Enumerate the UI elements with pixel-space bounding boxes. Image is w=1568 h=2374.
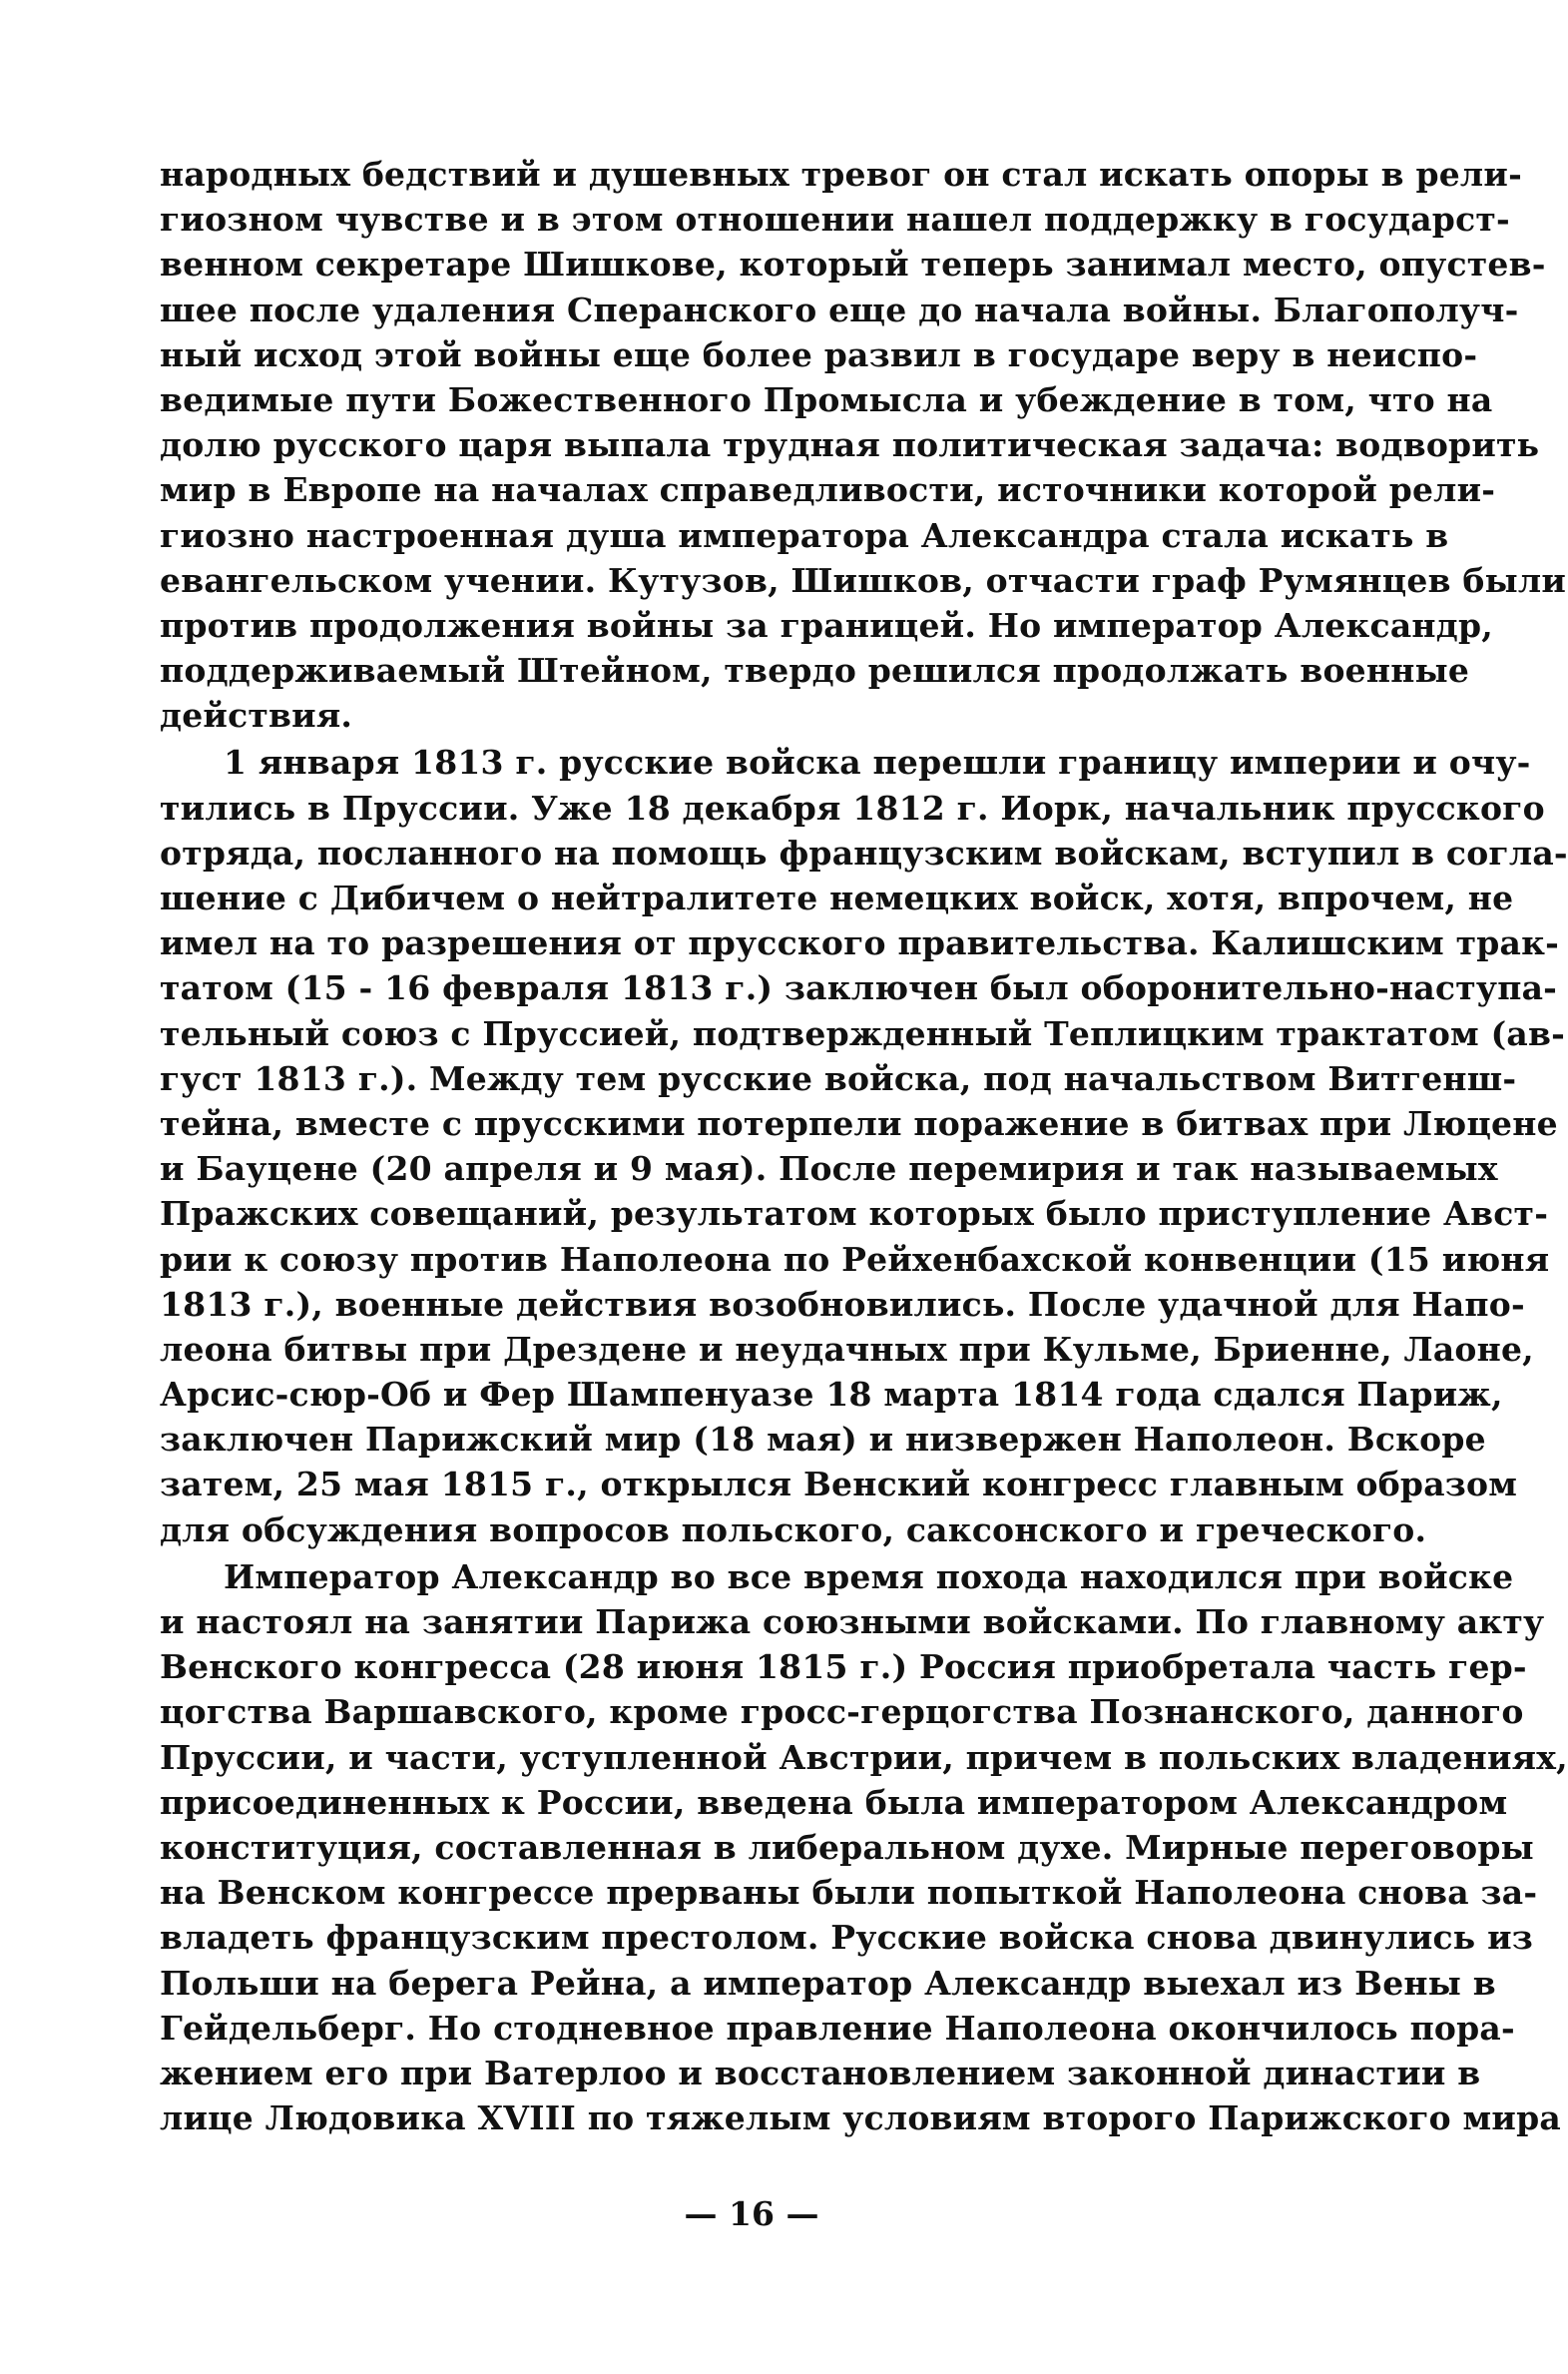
text-line: лице Людовика XVIII по тяжелым условиям второго Парижского мира (160, 2098, 1561, 2138)
text-line: и Бауцене (20 апреля и 9 мая). После перемирия и так называемых (160, 1149, 1498, 1189)
text-line: татом (15 - 16 февраля 1813 г.) заключен был оборонительно-наступа- (160, 968, 1558, 1008)
text-line: жением его при Ватерлоо и восстановлением законной династии в (160, 2053, 1481, 2092)
text-line: шее после удаления Сперанского еще до начала войны. Благополуч- (160, 290, 1519, 329)
paragraph-1 (160, 152, 1567, 738)
text-line: против продолжения войны за границей. Но император Александр, (160, 605, 1493, 645)
text-line: долю русского царя выпала трудная политическая задача: водворить (160, 425, 1540, 465)
text-line: Император Александр во все время похода находился при войске (224, 1556, 1514, 1596)
text-line: и настоял на занятии Парижа союзными войсками. По главному акту (160, 1602, 1545, 1641)
text-line: 1 января 1813 г. русские войска перешли границу империи и очу- (224, 743, 1531, 783)
text-line: 1813 г.), военные действия возобновились. После удачной для Напо- (160, 1284, 1525, 1324)
text-line: венном секретаре Шишкове, который теперь занимал место, опустев- (160, 245, 1546, 285)
text-line: густ 1813 г.). Между тем русские войска, под начальством Витгенш- (160, 1058, 1517, 1098)
text-line: на Венском конгрессе прерваны были попыткой Наполеона снова за- (160, 1873, 1538, 1913)
text-line: леона битвы при Дрездене и неудачных при Кульме, Бриенне, Лаоне, (160, 1329, 1534, 1369)
text-line: Венского конгресса (28 июня 1815 г.) Россия приобретала часть гер- (160, 1647, 1527, 1687)
body-text (160, 152, 1568, 2140)
text-line: имел на то разрешения от прусского правительства. Калишским трак- (160, 923, 1560, 963)
text-line: владеть французским престолом. Русские войска снова двинулись из (160, 1918, 1534, 1958)
text-line: присоединенных к России, введена была императором Александром (160, 1782, 1508, 1822)
text-line: Пруссии, и части, уступленной Австрии, причем в польских владениях, (160, 1737, 1568, 1777)
text-line: тились в Пруссии. Уже 18 декабря 1812 г. Иорк, начальник прусского (160, 788, 1545, 828)
text-line: гиозно настроенная душа императора Александра стала искать в (160, 515, 1449, 555)
text-line: конституция, составленная в либеральном духе. Мирные переговоры (160, 1827, 1534, 1867)
text-line: Польши на берега Рейна, а император Александр выехал из Вены в (160, 1963, 1496, 2003)
text-line: затем, 25 мая 1815 г., открылся Венский конгресс главным образом (160, 1465, 1518, 1504)
text-line: Гейдельберг. Но стодневное правление Наполеона окончилось пора- (160, 2008, 1515, 2048)
text-line: гиозном чувстве и в этом отношении нашел поддержку в государст- (160, 200, 1510, 240)
text-line: для обсуждения вопросов польского, саксонского и греческого. (160, 1509, 1427, 1549)
text-line: тейна, вместе с прусскими потерпели поражение в битвах при Люцене (160, 1103, 1558, 1143)
text-line: евангельском учении. Кутузов, Шишков, отчасти граф Румянцев были (160, 560, 1567, 600)
paragraph-3 (160, 1554, 1568, 2140)
paragraph-2 (160, 740, 1568, 1551)
text-line: отряда, посланного на помощь французским войскам, вступил в согла- (160, 833, 1568, 873)
text-line: мир в Европе на началах справедливости, источники которой рели- (160, 470, 1496, 510)
text-line: рии к союзу против Наполеона по Рейхенбахской конвенции (15 июня (160, 1239, 1550, 1279)
text-line: Арсис-сюр-Об и Фер Шампенуазе 18 марта 1814 года сдался Париж, (160, 1375, 1503, 1415)
page-number: — 16 — (684, 2194, 819, 2233)
text-line: поддерживаемый Штейном, твердо решился продолжать военные (160, 651, 1470, 691)
text-line: цогства Варшавского, кроме гросс-герцогства Познанского, данного (160, 1692, 1524, 1732)
text-line: действия. (160, 696, 353, 736)
text-line: шение с Дибичем о нейтралитете немецких войск, хотя, впрочем, не (160, 879, 1514, 917)
text-line: Пражских совещаний, результатом которых было приступление Авст- (160, 1194, 1549, 1234)
text-line: народных бедствий и душевных тревог он стал искать опоры в рели- (160, 155, 1522, 194)
text-line: заключен Парижский мир (18 мая) и низвержен Наполеон. Вскоре (160, 1420, 1486, 1460)
text-line: тельный союз с Пруссией, подтвержденный Теплицким трактатом (ав- (160, 1013, 1566, 1053)
text-line: ведимые пути Божественного Промысла и убеждение в том, что на (160, 379, 1493, 419)
text-line: ный исход этой войны еще более развил в государе веру в неиспо- (160, 334, 1478, 374)
